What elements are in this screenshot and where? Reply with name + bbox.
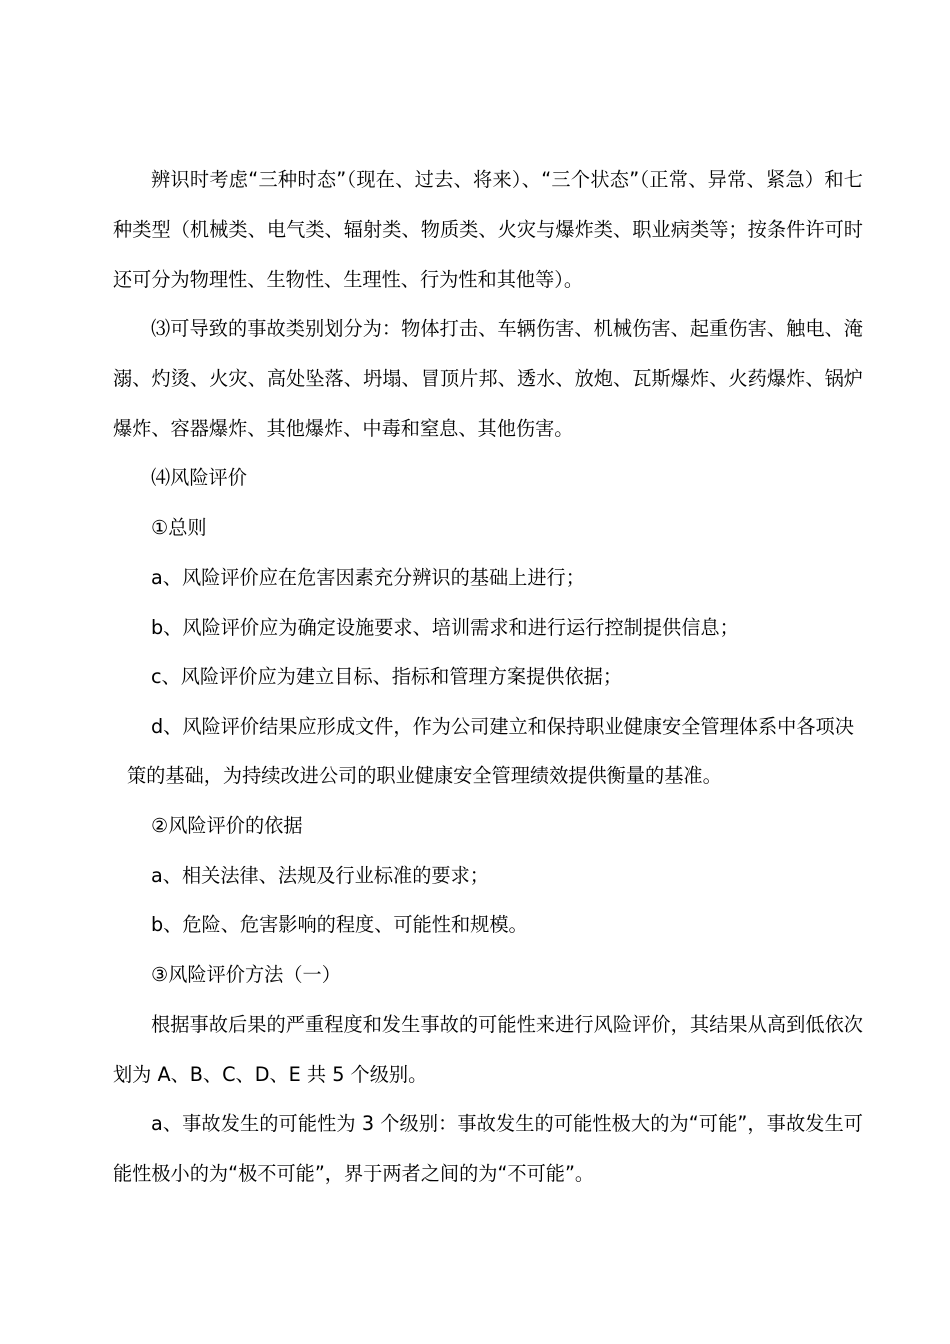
- basis-item-b: b、危险、危害影响的程度、可能性和规模。: [151, 913, 528, 936]
- heading-evaluation-basis: ②风险评价的依据: [151, 814, 303, 837]
- list-item-d: d、风险评价结果应形成文件，作为公司建立和保持职业健康安全管理体系中各项决: [151, 715, 854, 738]
- basis-item-a: a、相关法律、法规及行业标准的要求；: [151, 864, 489, 887]
- list-item-d-continued: 策的基础，为持续改进公司的职业健康安全管理绩效提供衡量的基准。: [127, 764, 722, 787]
- paragraph-hazard-identification: 辨识时考虑“三种时态”（现在、过去、将来）、“三个状态”（正常、异常、紧急）和七种类型（机械类、电气类、辐射类、物质类、火灾与爆炸类、职业病类等；按条件许可时还可分为物理性、生物性、生理性、行为性和其他等）。: [113, 168, 863, 291]
- heading-general-principles: ①总则: [151, 516, 207, 539]
- paragraph-accident-categories: ⑶可导致的事故类别划分为：物体打击、车辆伤害、机械伤害、起重伤害、触电、淹溺、灼烫、火灾、高处坠落、坍塌、冒顶片邦、透水、放炮、瓦斯爆炸、火药爆炸、锅炉爆炸、容器爆炸、其他爆炸、中毒和窒息、其他伤害。: [113, 317, 863, 440]
- paragraph-evaluation-levels: 根据事故后果的严重程度和发生事故的可能性来进行风险评价，其结果从高到低依次划为 A、B、C、D、E 共 5 个级别。: [113, 1013, 863, 1086]
- list-item-a: a、风险评价应在危害因素充分辨识的基础上进行；: [151, 566, 585, 589]
- paragraph-likelihood-levels: a、事故发生的可能性为 3 个级别：事故发生的可能性极大的为“可能”，事故发生可能性极小的为“极不可能”，界于两者之间的为“不可能”。: [113, 1112, 863, 1185]
- list-item-c: c、风险评价应为建立目标、指标和管理方案提供依据；: [151, 665, 623, 688]
- heading-risk-evaluation: ⑷风险评价: [151, 466, 247, 489]
- list-item-b: b、风险评价应为确定设施要求、培训需求和进行运行控制提供信息；: [151, 616, 739, 639]
- heading-evaluation-method: ③风险评价方法（一）: [151, 963, 341, 986]
